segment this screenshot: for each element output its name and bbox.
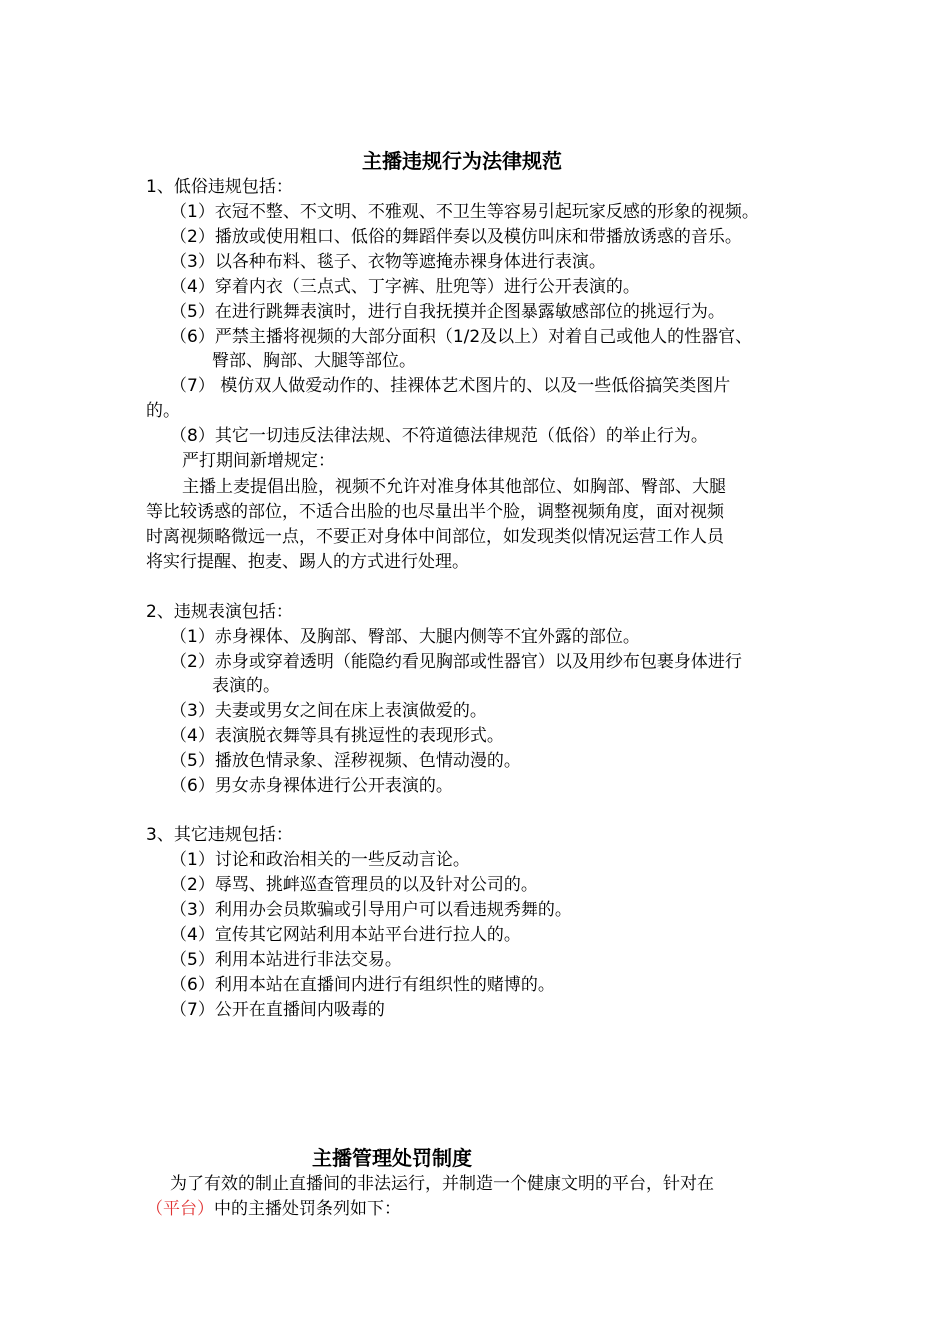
section3-heading: 3、其它违规包括：	[146, 825, 293, 845]
section3-item-3: （3）利用办会员欺骗或引导用户可以看违规秀舞的。	[170, 900, 572, 920]
special-line-3: 时离视频略微远一点，不要正对身体中间部位，如发现类似情况运营工作人员	[146, 527, 724, 547]
section3-item-1: （1）讨论和政治相关的一些反动言论。	[170, 850, 470, 870]
section1-item-1: （1）衣冠不整、不文明、不雅观、不卫生等容易引起玩家反感的形象的视频。	[170, 202, 759, 222]
section4-intro-rest: 中的主播处罚条列如下：	[214, 1199, 401, 1219]
section2-item-2-cont: 表演的。	[212, 676, 280, 696]
section2-item-6: （6）男女赤身裸体进行公开表演的。	[170, 776, 453, 796]
section2-item-3: （3）夫妻或男女之间在床上表演做爱的。	[170, 701, 487, 721]
section3-item-4: （4）宣传其它网站利用本站平台进行拉人的。	[170, 925, 521, 945]
special-line-1: 主播上麦提倡出脸，视频不允许对准身体其他部位、如胸部、臀部、大腿	[182, 477, 726, 497]
section2-item-2: （2）赤身或穿着透明（能隐约看见胸部或性器官）以及用纱布包裹身体进行	[170, 652, 742, 672]
platform-highlight: （平台）	[146, 1199, 214, 1219]
section1-item-8: （8）其它一切违反法律法规、不符道德法律规范（低俗）的举止行为。	[170, 426, 708, 446]
section2-heading: 2、违规表演包括：	[146, 602, 293, 622]
section1-item-4: （4）穿着内衣（三点式、丁字裤、肚兜等）进行公开表演的。	[170, 277, 640, 297]
special-line-2: 等比较诱惑的部位，不适合出脸的也尽量出半个脸，调整视频角度，面对视频	[146, 502, 724, 522]
section1-item-5: （5）在进行跳舞表演时，进行自我抚摸并企图暴露敏感部位的挑逗行为。	[170, 302, 725, 322]
section4-intro-line1: 为了有效的制止直播间的非法运行，并制造一个健康文明的平台，针对在	[170, 1174, 714, 1194]
section3-item-7: （7）公开在直播间内吸毒的	[170, 1000, 385, 1020]
section3-item-5: （5）利用本站进行非法交易。	[170, 950, 402, 970]
section1-item-6-cont: 臀部、胸部、大腿等部位。	[212, 351, 416, 371]
section1-item-2: （2）播放或使用粗口、低俗的舞蹈伴奏以及模仿叫床和带播放诱惑的音乐。	[170, 227, 742, 247]
section1-item-7-cont: 的。	[146, 401, 180, 421]
section2-item-1: （1）赤身裸体、及胸部、臀部、大腿内侧等不宜外露的部位。	[170, 627, 640, 647]
section1-title: 主播违规行为法律规范	[362, 149, 562, 173]
special-line-4: 将实行提醒、抱麦、踢人的方式进行处理。	[146, 552, 469, 572]
section1-item-7: （7） 模仿双人做爱动作的、挂裸体艺术图片的、以及一些低俗搞笑类图片	[170, 376, 731, 396]
section2-item-5: （5）播放色情录象、淫秽视频、色情动漫的。	[170, 751, 521, 771]
section1-heading: 1、低俗违规包括：	[146, 177, 293, 197]
section3-item-6: （6）利用本站在直播间内进行有组织性的赌博的。	[170, 975, 555, 995]
section1-item-6: （6）严禁主播将视频的大部分面积（1/2及以上）对着自己或他人的性器官、	[170, 327, 753, 347]
section2-item-4: （4）表演脱衣舞等具有挑逗性的表现形式。	[170, 726, 504, 746]
section4-title: 主播管理处罚制度	[312, 1146, 472, 1170]
section4-intro-line2	[146, 1198, 401, 1220]
section3-item-2: （2）辱骂、挑衅巡查管理员的以及针对公司的。	[170, 875, 538, 895]
special-heading: 严打期间新增规定：	[182, 451, 335, 471]
section1-item-3: （3）以各种布料、毯子、衣物等遮掩赤裸身体进行表演。	[170, 252, 606, 272]
